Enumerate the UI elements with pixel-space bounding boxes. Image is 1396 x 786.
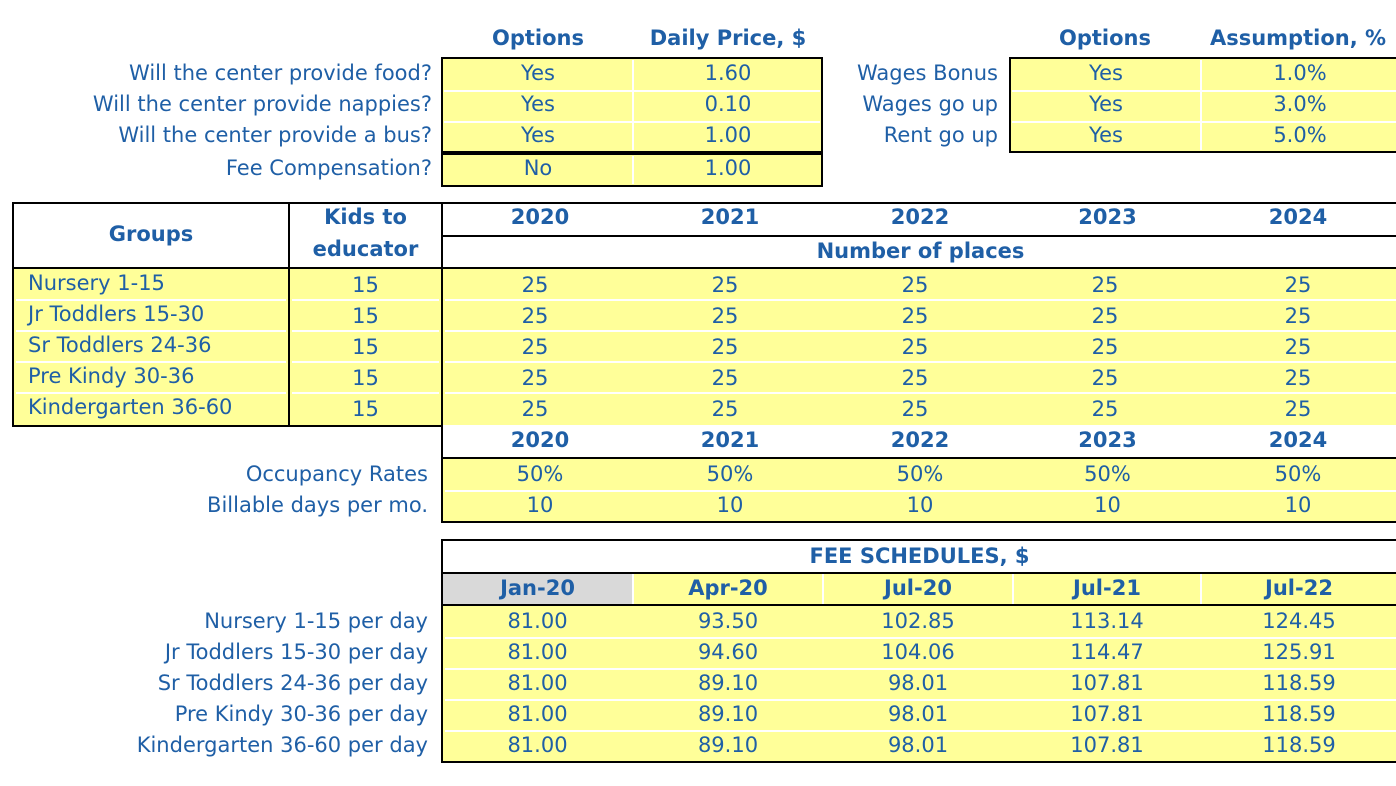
groups-year-2021: 2021 — [700, 205, 760, 229]
fee-value[interactable]: 118.59 — [1262, 671, 1336, 695]
price-value-nappies[interactable]: 0.10 — [704, 92, 752, 116]
occupancy-year-2023: 2023 — [1078, 428, 1137, 452]
group-places[interactable]: 25 — [1091, 366, 1119, 390]
fee-value[interactable]: 125.91 — [1262, 640, 1336, 664]
fee-value[interactable]: 107.81 — [1070, 671, 1144, 695]
fee-period-jul-22[interactable]: Jul-22 — [1265, 576, 1333, 600]
billable-days[interactable]: 10 — [1094, 493, 1121, 517]
group-places[interactable]: 25 — [1284, 273, 1312, 297]
group-places[interactable]: 25 — [1284, 335, 1312, 359]
daily-price-header: Daily Price, $ — [649, 26, 807, 50]
option-label-bus: Will the center provide a bus? — [118, 123, 432, 147]
option-value-bus[interactable]: Yes — [521, 123, 555, 147]
fee-value[interactable]: 98.01 — [887, 702, 949, 726]
option-value-fee-compensation[interactable]: No — [523, 156, 553, 180]
group-places[interactable]: 25 — [521, 397, 549, 421]
occupancy-rate[interactable]: 50% — [1274, 462, 1322, 486]
group-places[interactable]: 25 — [711, 304, 739, 328]
group-places[interactable]: 25 — [1091, 335, 1119, 359]
assumption-value-wages-up[interactable]: 3.0% — [1273, 92, 1327, 116]
option-label-food: Will the center provide food? — [129, 61, 432, 85]
group-places[interactable]: 25 — [521, 366, 549, 390]
fee-row-label: Pre Kindy 30-36 per day — [174, 702, 428, 726]
fee-row-label: Sr Toddlers 24-36 per day — [157, 671, 428, 695]
fee-row-label: Nursery 1-15 per day — [204, 609, 428, 633]
option-value-food[interactable]: Yes — [521, 61, 555, 85]
group-places[interactable]: 25 — [901, 397, 929, 421]
fee-value[interactable]: 81.00 — [507, 733, 568, 757]
group-places[interactable]: 25 — [1091, 273, 1119, 297]
billable-days[interactable]: 10 — [526, 493, 554, 517]
fee-value[interactable]: 113.14 — [1070, 609, 1144, 633]
fee-value[interactable]: 81.00 — [507, 702, 568, 726]
group-places[interactable]: 25 — [1284, 366, 1312, 390]
fee-value[interactable]: 81.00 — [507, 671, 568, 695]
fee-value[interactable]: 81.00 — [507, 640, 568, 664]
options-header: Options — [492, 26, 584, 50]
fee-value[interactable]: 89.10 — [697, 671, 759, 695]
group-kids[interactable]: 15 — [352, 304, 379, 328]
fee-value[interactable]: 104.06 — [881, 640, 955, 664]
fee-value[interactable]: 114.47 — [1070, 640, 1144, 664]
fee-value[interactable]: 107.81 — [1070, 733, 1144, 757]
occupancy-rate[interactable]: 50% — [706, 462, 754, 486]
fee-value[interactable]: 124.45 — [1262, 609, 1336, 633]
fee-value[interactable]: 94.60 — [697, 640, 759, 664]
group-name: Pre Kindy 30-36 — [28, 364, 195, 388]
fee-value[interactable]: 102.85 — [881, 609, 955, 633]
fee-value[interactable]: 98.01 — [887, 733, 949, 757]
fee-period-jan-20[interactable]: Jan-20 — [500, 576, 575, 600]
group-places[interactable]: 25 — [1284, 304, 1312, 328]
fee-period-jul-21[interactable]: Jul-21 — [1073, 576, 1141, 600]
group-name: Jr Toddlers 15-30 — [28, 302, 205, 326]
assumption-label-rent-up: Rent go up — [883, 123, 998, 147]
assumption-label-wages-up: Wages go up — [862, 92, 998, 116]
option-label-fee-compensation: Fee Compensation? — [225, 156, 432, 180]
group-places[interactable]: 25 — [901, 366, 929, 390]
fee-value[interactable]: 89.10 — [697, 733, 759, 757]
kids-to-header-line2: educator — [312, 237, 419, 261]
fee-schedules-title: FEE SCHEDULES, $ — [809, 544, 1030, 568]
groups-year-2020: 2020 — [510, 205, 570, 229]
fee-value[interactable]: 89.10 — [697, 702, 759, 726]
groups-year-2023: 2023 — [1078, 205, 1137, 229]
price-value-fee-compensation[interactable]: 1.00 — [704, 156, 752, 180]
groups-year-2022: 2022 — [890, 205, 950, 229]
fee-value[interactable]: 81.00 — [507, 609, 568, 633]
billable-days[interactable]: 10 — [716, 493, 744, 517]
group-places[interactable]: 25 — [901, 335, 929, 359]
groups-header: Groups — [108, 222, 194, 246]
group-kids[interactable]: 15 — [352, 397, 379, 421]
billable-days[interactable]: 10 — [906, 493, 934, 517]
assumption-option-rent-up[interactable]: Yes — [1089, 123, 1123, 147]
group-places[interactable]: 25 — [521, 335, 549, 359]
occupancy-year-2021: 2021 — [700, 428, 760, 452]
number-of-places-header: Number of places — [816, 239, 1025, 263]
option-value-nappies[interactable]: Yes — [521, 92, 555, 116]
group-places[interactable]: 25 — [521, 304, 549, 328]
groups-year-2024: 2024 — [1268, 205, 1328, 229]
group-name: Kindergarten 36-60 — [28, 395, 233, 419]
group-kids[interactable]: 15 — [352, 335, 379, 359]
billable-days[interactable]: 10 — [1284, 493, 1312, 517]
billable-days-label: Billable days per mo. — [207, 493, 428, 517]
fee-value[interactable]: 98.01 — [887, 671, 949, 695]
assumptions-options-header: Options — [1059, 26, 1151, 50]
fee-value[interactable]: 118.59 — [1262, 733, 1336, 757]
kids-to-header-line1: Kids to — [324, 205, 407, 229]
assumption-value-rent-up[interactable]: 5.0% — [1273, 123, 1327, 147]
fee-row-label: Kindergarten 36-60 per day — [136, 733, 428, 757]
price-value-food[interactable]: 1.60 — [704, 61, 752, 85]
occupancy-rates-label: Occupancy Rates — [245, 462, 428, 486]
group-places[interactable]: 25 — [711, 335, 739, 359]
fee-value[interactable]: 107.81 — [1070, 702, 1144, 726]
fee-period-jul-20[interactable]: Jul-20 — [884, 576, 952, 600]
occupancy-rate[interactable]: 50% — [1084, 462, 1131, 486]
group-places[interactable]: 25 — [901, 273, 929, 297]
occupancy-year-2024: 2024 — [1268, 428, 1328, 452]
group-places[interactable]: 25 — [1091, 397, 1119, 421]
occupancy-year-2022: 2022 — [890, 428, 950, 452]
occupancy-rate[interactable]: 50% — [896, 462, 944, 486]
fee-period-apr-20[interactable]: Apr-20 — [688, 576, 768, 600]
assumption-label-wages-bonus: Wages Bonus — [857, 61, 998, 85]
assumption-percent-header: Assumption, % — [1209, 26, 1387, 50]
group-places[interactable]: 25 — [521, 273, 549, 297]
occupancy-rate[interactable]: 50% — [516, 462, 564, 486]
fee-value[interactable]: 118.59 — [1262, 702, 1336, 726]
group-places[interactable]: 25 — [711, 366, 739, 390]
group-places[interactable]: 25 — [1284, 397, 1312, 421]
assumption-value-wages-bonus[interactable]: 1.0% — [1273, 61, 1327, 85]
price-value-bus[interactable]: 1.00 — [704, 123, 752, 147]
fee-value[interactable]: 93.50 — [697, 609, 759, 633]
group-name: Sr Toddlers 24-36 — [28, 333, 212, 357]
option-label-nappies: Will the center provide nappies? — [92, 92, 432, 116]
group-kids[interactable]: 15 — [352, 366, 379, 390]
assumption-option-wages-bonus[interactable]: Yes — [1089, 61, 1123, 85]
occupancy-year-2020: 2020 — [510, 428, 570, 452]
group-places[interactable]: 25 — [711, 273, 739, 297]
fee-row-label: Jr Toddlers 15-30 per day — [164, 640, 428, 664]
group-places[interactable]: 25 — [711, 397, 739, 421]
group-places[interactable]: 25 — [1091, 304, 1119, 328]
group-places[interactable]: 25 — [901, 304, 929, 328]
group-name: Nursery 1-15 — [28, 271, 165, 295]
assumption-option-wages-up[interactable]: Yes — [1089, 92, 1123, 116]
group-kids[interactable]: 15 — [352, 273, 379, 297]
